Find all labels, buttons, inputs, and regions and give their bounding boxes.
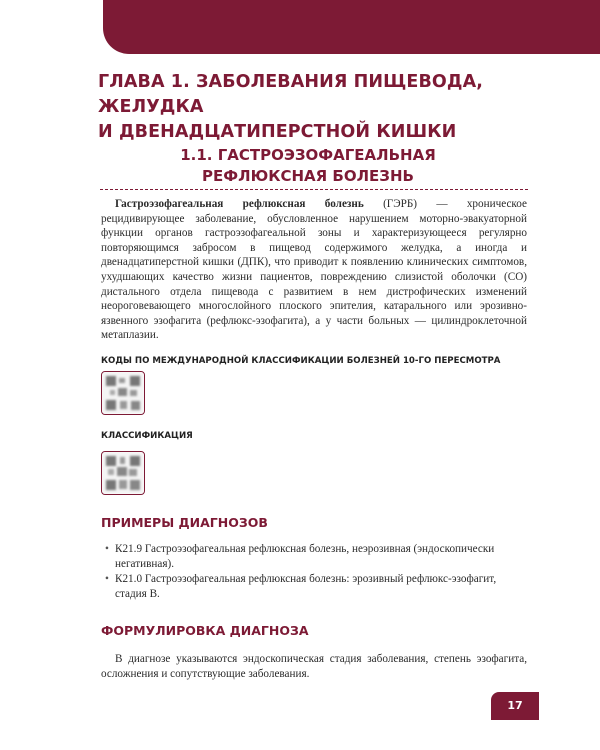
- section-title-line1: 1.1. ГАСТРОЭЗОФАГЕАЛЬНАЯ: [180, 146, 436, 164]
- diagnosis-examples-list: [101, 542, 527, 602]
- classification-heading: КЛАССИФИКАЦИЯ: [101, 431, 193, 441]
- section-title-line2: РЕФЛЮКСНАЯ БОЛЕЗНЬ: [202, 167, 414, 185]
- intro-text: (ГЭРБ) — хроническое рецидивирующее заболевание, обусловленное нарушением моторно-эвакуаторной функции органов гастроэзофагеальной зоны и характеризующееся регулярно повторяющимся забросом в пищевод содержимого желудка, а иногда и двенадцатиперстной кишки (ДПК), что приводит к появлению клинических симптомов, ухудшающих качество жизни пациентов, повреждению слизистой оболочки (СО) дистального отдела пищевода с развитием в нем дистрофических изменений неороговевающего многослойного плоского эпителия, катарального или эрозивно-язвенного эзофагита (рефлюкс-эзофагита), а у части больных — цилиндроклеточной метаплазии.: [101, 198, 527, 342]
- list-item: [101, 542, 527, 571]
- bullet-icon: •: [105, 543, 109, 555]
- section-divider: [100, 189, 528, 190]
- diagnosis-examples-heading: ПРИМЕРЫ ДИАГНОЗОВ: [101, 515, 268, 530]
- formulation-heading: ФОРМУЛИРОВКА ДИАГНОЗА: [101, 623, 309, 638]
- list-item: [101, 572, 527, 601]
- icd-heading: КОДЫ ПО МЕЖДУНАРОДНОЙ КЛАССИФИКАЦИИ БОЛЕЗНЕЙ 10-ГО ПЕРЕСМОТРА: [101, 356, 501, 366]
- chapter-title: [98, 70, 568, 145]
- formulation-paragraph: В диагнозе указываются эндоскопическая стадия заболевания, степень эзофагита, осложнения и сопутствующие заболевания.: [101, 653, 527, 680]
- qr-code-icon: [102, 372, 144, 414]
- chapter-title-line2: И ДВЕНАДЦАТИПЕРСТНОЙ КИШКИ: [98, 122, 457, 142]
- intro-paragraph: [101, 197, 527, 343]
- page-number: 17: [507, 699, 523, 712]
- diagnosis-example-text: К21.9 Гастроэзофагеальная рефлюксная болезнь, неэрозивная (эндоскопически негативная).: [115, 543, 495, 570]
- chapter-title-line1: ГЛАВА 1. ЗАБОЛЕВАНИЯ ПИЩЕВОДА, ЖЕЛУДКА: [98, 72, 483, 117]
- bullet-icon: •: [105, 573, 109, 586]
- diagnosis-example-text: К21.0 Гастроэзофагеальная рефлюксная болезнь: эрозивный рефлюкс-эзофагит, стадия B.: [115, 573, 497, 600]
- intro-term: Гастроэзофагеальная рефлюксная болезнь: [115, 198, 364, 210]
- classification-qr-code[interactable]: [101, 451, 145, 495]
- header-band: [103, 0, 600, 54]
- section-title: [103, 145, 513, 187]
- icd-qr-code[interactable]: [101, 371, 145, 415]
- qr-code-icon: [102, 452, 144, 494]
